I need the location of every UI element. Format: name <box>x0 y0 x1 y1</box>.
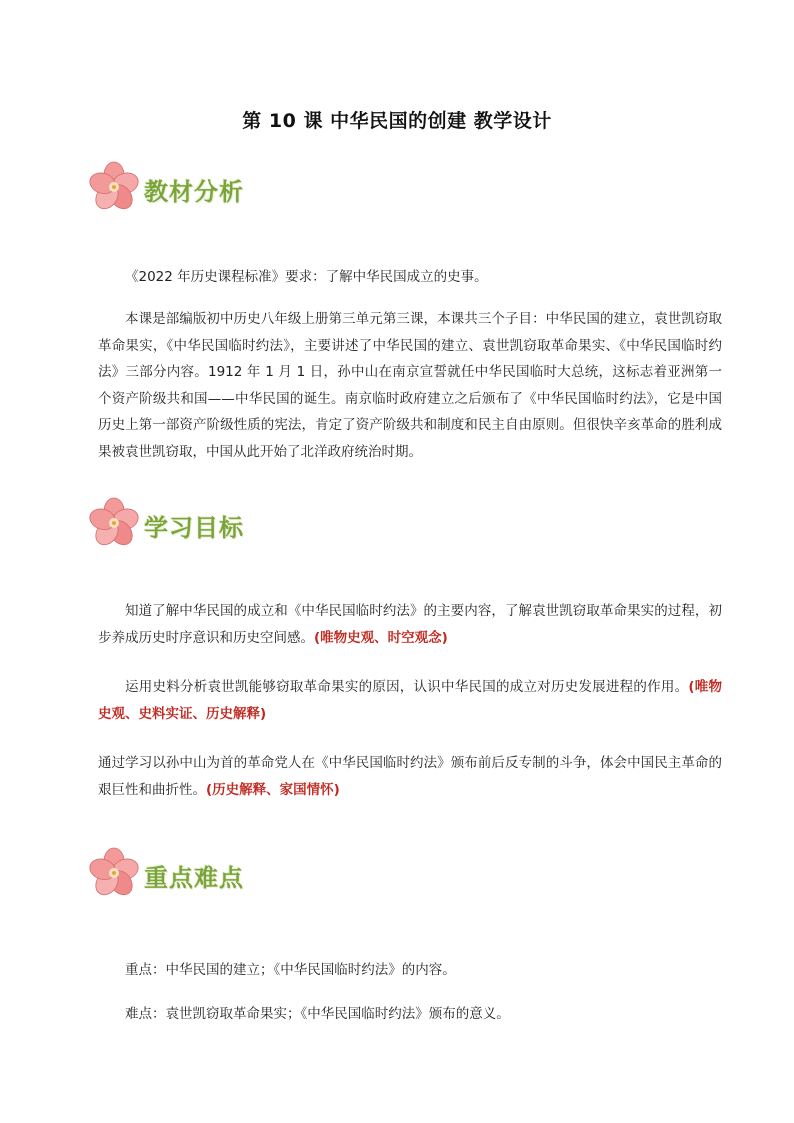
goal-text: 知道了解中华民国的成立和《中华民国临时约法》的主要内容，了解袁世凯窃取革命果实的过程，初步养成历史时序意识和历史空间感。 <box>98 603 722 646</box>
section-heading-text: 学习目标 <box>144 514 244 542</box>
page-title: 第 10 课 中华民国的创建 教学设计 <box>242 110 552 132</box>
flower-icon <box>86 496 146 552</box>
keypoint-item-difficulty: 难点：袁世凯窃取革命果实；《中华民国临时约法》颁布的意义。 <box>125 1006 510 1022</box>
section-heading-text: 重点难点 <box>144 864 244 892</box>
section-heading-goals <box>86 496 306 552</box>
goal-item-2 <box>98 674 722 727</box>
competency-tag: (唯物史观、时空观念) <box>314 629 448 646</box>
section-heading-text: 教材分析 <box>144 178 244 206</box>
competency-tag: (历史解释、家国情怀) <box>206 781 340 798</box>
goal-item-3 <box>98 750 722 803</box>
section-heading-analysis <box>86 160 306 216</box>
competency-tag: (唯物史观、史料实证、历史解释) <box>98 679 723 722</box>
flower-icon <box>86 160 146 216</box>
analysis-paragraph-standard: 《2022 年历史课程标准》要求：了解中华民国成立的史事。 <box>125 269 488 285</box>
section-heading-keypoints <box>86 846 306 902</box>
goal-text: 通过学习以孙中山为首的革命党人在《中华民国临时约法》颁布前后反专制的斗争，体会中国民主革命的艰巨性和曲折性。 <box>98 755 722 798</box>
analysis-paragraph-content: 本课是部编版初中历史八年级上册第三单元第三课，本课共三个子目：中华民国的建立，袁世凯窃取革命果实，《中华民国临时约法》，主要讲述了中华民国的建立、袁世凯窃取革命果实、《中华民国临时约法》三部分内容。1912 年 1 月 1 日，孙中山在南京宣誓就任中华民国临时大总统，这标志着亚洲第一个资产阶级共和国——中华民国的诞生。南京临时政府建立之后颁布了《中华民国临时约法》，它是中国历史上第一部资产阶级性质的宪法，肯定了资产阶级共和制度和民主自由原则。但很快辛亥革命的胜利成果被袁世凯窃取，中国从此开始了北洋政府统治时期。 <box>98 311 722 460</box>
goal-text: 运用史料分析袁世凯能够窃取革命果实的原因，认识中华民国的成立对历史发展进程的作用。 <box>125 679 689 695</box>
goal-item-1 <box>98 598 722 651</box>
keypoint-item-focus: 重点：中华民国的建立；《中华民国临时约法》的内容。 <box>125 962 456 978</box>
flower-icon <box>86 846 146 902</box>
